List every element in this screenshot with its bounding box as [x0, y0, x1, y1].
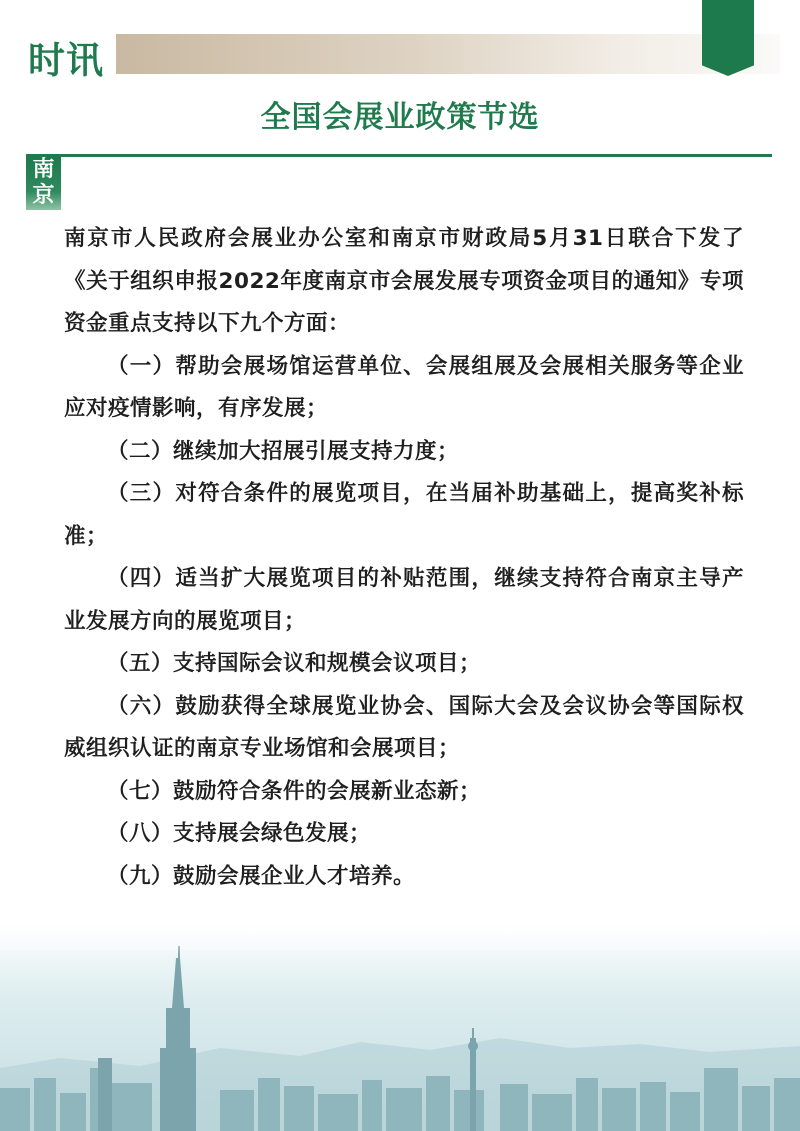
title-divider	[26, 154, 772, 157]
bookmark-ribbon	[702, 0, 754, 76]
policy-item: （九）鼓励会展企业人才培养。	[107, 863, 416, 889]
city-tag	[26, 157, 61, 210]
policy-item: （七）鼓励符合条件的会展新业态新；	[107, 778, 482, 804]
article-intro: 南京市人民政府会展业办公室和南京市财政局5月31日联合下发了《关于组织申报2022年度南京市会展发展专项资金项目的通知》专项资金重点支持以下九个方面：	[64, 226, 744, 336]
city-tag-char: 京	[32, 183, 55, 208]
policy-item: （六）鼓励获得全球展览业协会、国际大会及会议协会等国际权威组织认证的南京专业场馆和会展项目；	[64, 693, 744, 761]
policy-item: （一）帮助会展场馆运营单位、会展组展及会展相关服务等企业应对疫情影响，有序发展；	[64, 353, 744, 421]
policy-item: （四）适当扩大展览项目的补贴范围，继续支持符合南京主导产业发展方向的展览项目；	[64, 566, 744, 634]
policy-item: （五）支持国际会议和规模会议项目；	[107, 651, 482, 676]
article-body	[64, 218, 744, 898]
header-gradient-bar	[116, 34, 780, 74]
page-title: 全国会展业政策节选	[260, 100, 540, 135]
city-tag-char: 南	[32, 157, 55, 182]
city-skyline-image	[0, 918, 800, 1131]
policy-item: （二）继续加大招展引展支持力度；	[107, 438, 460, 464]
policy-item: （八）支持展会绿色发展；	[107, 821, 372, 846]
section-label: 时讯	[28, 39, 104, 82]
policy-item: （三）对符合条件的展览项目，在当届补助基础上，提高奖补标准；	[64, 481, 744, 549]
page-header	[0, 0, 800, 90]
